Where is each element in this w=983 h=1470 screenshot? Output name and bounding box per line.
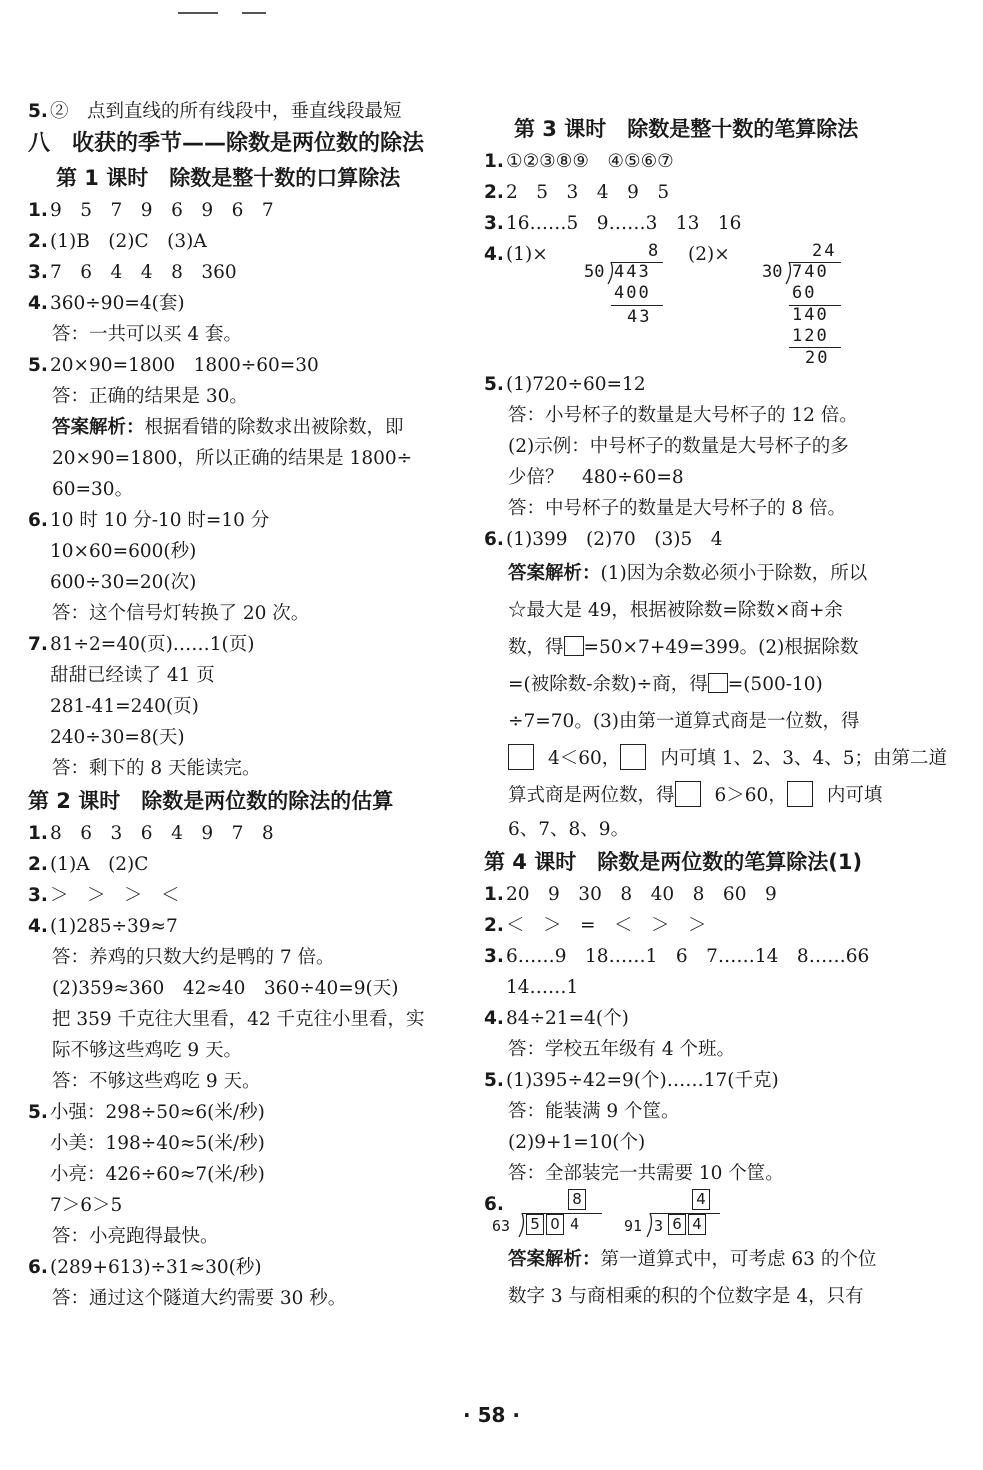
answer-line: 1. 8 6 3 6 4 9 7 8 (28, 823, 274, 844)
analysis-line: 数，得 =50×7+49=399。(2)根据除数 (508, 637, 859, 658)
long-division-2: 24 30 740 60 140 120 20 (762, 241, 862, 371)
answer-line: 际不够这些鸡吃 9 天。 (52, 1040, 243, 1061)
analysis-line: ÷7=70。(3)由第一道算式商是一位数，得 (508, 711, 860, 732)
lesson-title: 第 2 课时 除数是两位数的除法的估算 (28, 789, 394, 813)
answer-sentence: 答：学校五年级有 4 个班。 (508, 1039, 736, 1060)
answer-sentence: 答：一共可以买 4 套。 (52, 324, 243, 345)
answer-sentence: 答：剩下的 8 天能读完。 (52, 758, 261, 779)
answer-line: 4. (1)285÷39≈7 (28, 916, 178, 937)
answer-line: 小美：198÷40≈5(米/秒) (50, 1133, 265, 1154)
answer-line: (2)示例：中号杯子的数量是大号杯子的多 (508, 436, 849, 457)
top-rule-mark (178, 12, 218, 14)
answer-line: 5. 20×90=1800 1800÷60=30 (28, 355, 319, 376)
top-rule-mark (242, 12, 266, 14)
answer-line: 14……1 (506, 977, 579, 998)
answer-line: 小亮：426÷60≈7(米/秒) (50, 1164, 265, 1185)
blank-box (675, 781, 701, 807)
answer-line: 4. 360÷90=4(套) (28, 293, 185, 314)
long-division-question: 4. (1)× (2)× 8 50 443 400 43 24 30 740 60 140 120 20 (484, 239, 970, 369)
unit-title: 八 收获的季节——除数是两位数的除法 (28, 131, 425, 156)
answer-line: 1. ①②③⑧⑨ ④⑤⑥⑦ (484, 151, 674, 172)
answer-line: 10×60=600(秒) (50, 541, 197, 562)
page-number: · 58 · (463, 1403, 520, 1427)
analysis-line: 20×90=1800，所以正确的结果是 1800÷ (52, 448, 413, 469)
answer-line: 5. (1)720÷60=12 (484, 374, 646, 395)
answer-line: 281-41=240(页) (50, 696, 199, 717)
right-column (484, 112, 970, 1315)
answer-sentence: 答：小亮跑得最快。 (52, 1226, 219, 1247)
analysis-line: 4＜60， 内可填 1、2、3、4、5；由第二道 (484, 740, 970, 777)
boxed-division-1: 8 63 5 0 4 (492, 1189, 602, 1241)
answer-line: 1. 20 9 30 8 40 8 60 9 (484, 884, 777, 905)
analysis-line: 60=30。 (52, 479, 134, 500)
answer-line: 3. ＞ ＞ ＞ ＜ (28, 885, 180, 906)
answer-line: 7＞6＞5 (50, 1195, 123, 1216)
analysis-line: =(被除数-余数)÷商，得 =(500-10) (508, 674, 823, 695)
blank-box (620, 744, 646, 770)
long-division-1: 8 50 443 400 43 (584, 241, 674, 351)
lesson-title: 第 3 课时 除数是整十数的笔算除法 (514, 117, 859, 141)
analysis-line: 6、7、8、9。 (508, 819, 630, 840)
analysis-line: ☆最大是 49，根据被除数=除数×商+余 (508, 600, 843, 621)
answer-line: 240÷30=8(天) (50, 727, 185, 748)
answer-line: 7. 81÷2=40(页)……1(页) (28, 634, 255, 655)
answer-line: 6. (1)399 (2)70 (3)5 4 (484, 529, 723, 550)
answer-line: (2)9+1=10(个) (508, 1132, 646, 1153)
answer-line: 甜甜已经读了 41 页 (50, 665, 215, 686)
analysis-line: 答案解析：(1)因为余数必须小于除数，所以 (508, 563, 868, 584)
answer-line: 5. ② 点到直线的所有线段中，垂直线段最短 (28, 101, 402, 122)
answer-line: 2. (1)B (2)C (3)A (28, 231, 207, 252)
answer-line: 3. 7 6 4 4 8 360 (28, 262, 237, 283)
lesson-title: 第 4 课时 除数是两位数的笔算除法(1) (484, 850, 863, 874)
lesson-title: 第 1 课时 除数是整十数的口算除法 (56, 166, 401, 190)
answer-sentence: 答：正确的结果是 30。 (52, 386, 248, 407)
blank-box (564, 636, 584, 656)
answer-line: 3. 16……5 9……3 13 16 (484, 213, 742, 234)
boxed-division-question: 6. 8 63 5 0 4 4 91 3 6 4 (484, 1189, 970, 1241)
answer-sentence: 答：通过这个隧道大约需要 30 秒。 (52, 1288, 347, 1309)
answer-line: 2. (1)A (2)C (28, 854, 149, 875)
answer-line: 6. 10 时 10 分-10 时=10 分 (28, 510, 270, 531)
answer-line: 6. (289+613)÷31≈30(秒) (28, 1257, 262, 1278)
left-column (28, 96, 474, 1314)
answer-line: 4. 84÷21=4(个) (484, 1008, 629, 1029)
answer-sentence: 答：小号杯子的数量是大号杯子的 12 倍。 (508, 405, 858, 426)
answer-line: 1. 9 5 7 9 6 9 6 7 (28, 200, 274, 221)
answer-line: 5. 小强：298÷50≈6(米/秒) (28, 1102, 265, 1123)
answer-line: 2. ＜ ＞ = ＜ ＞ ＞ (484, 915, 707, 936)
answer-sentence: 答：能装满 9 个筐。 (508, 1101, 680, 1122)
judge-mark: (2)× (688, 244, 730, 265)
analysis-line: 答案解析：第一道算式中，可考虑 63 的个位 (508, 1249, 877, 1270)
analysis-line: 数字 3 与商相乘的积的个位数字是 4，只有 (508, 1286, 864, 1307)
judge-mark: (1)× (506, 244, 548, 265)
answer-line: 5. (1)395÷42=9(个)……17(千克) (484, 1070, 779, 1091)
answer-sentence: 答：全部装完一共需要 10 个筐。 (508, 1163, 784, 1184)
answer-line: 600÷30=20(次) (50, 572, 197, 593)
answer-sentence: 答：不够这些鸡吃 9 天。 (52, 1071, 261, 1092)
analysis-line: 算式商是两位数，得 6＞60， 内可填 (484, 777, 970, 814)
answer-line: 3. 6……9 18……1 6 7……14 8……66 (484, 946, 870, 967)
answer-line: 少倍？ 480÷60=8 (508, 467, 684, 488)
answer-line: (2)359≈360 42≈40 360÷40=9(天) (52, 978, 399, 999)
blank-box (708, 673, 728, 693)
answer-sentence: 答：这个信号灯转换了 20 次。 (52, 603, 310, 624)
answer-sentence: 答：养鸡的只数大约是鸭的 7 倍。 (52, 947, 335, 968)
answer-line: 2. 2 5 3 4 9 5 (484, 182, 670, 203)
blank-box (508, 744, 534, 770)
blank-box (787, 781, 813, 807)
answer-line: 把 359 千克往大里看，42 千克往小里看，实 (52, 1009, 425, 1030)
analysis-line: 答案解析：根据看错的除数求出被除数，即 (52, 417, 404, 438)
boxed-division-2: 4 91 3 6 4 (624, 1189, 734, 1241)
answer-sentence: 答：中号杯子的数量是大号杯子的 8 倍。 (508, 498, 847, 519)
